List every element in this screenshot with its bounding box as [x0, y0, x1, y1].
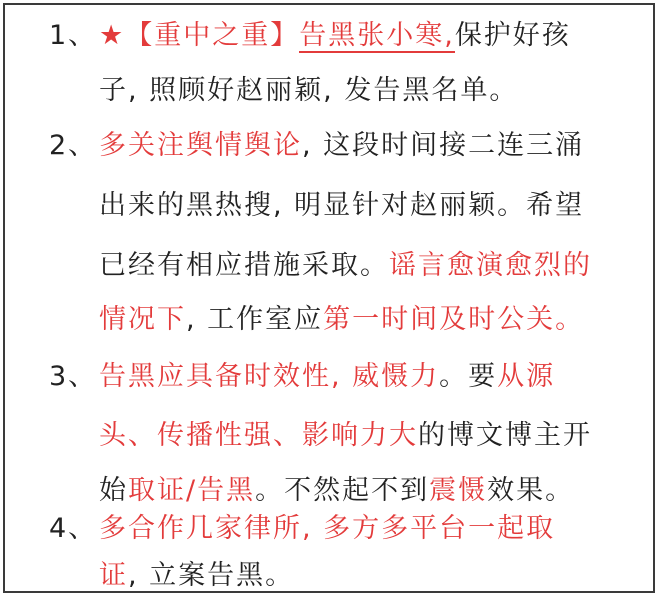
- item-3-line-2: [5, 407, 657, 465]
- item-4-line-2: [5, 547, 657, 605]
- item-2-line-4: [5, 291, 657, 349]
- highlight-segment: 取证/告黑: [128, 475, 256, 506]
- item-number: 3、: [49, 361, 98, 392]
- item-number: 2、: [49, 130, 98, 161]
- text-segment: 。要: [439, 361, 498, 392]
- text-segment: 保护好孩: [454, 20, 571, 51]
- line-text: [99, 348, 555, 406]
- text-segment: 子, 照顾好赵丽颖, 发告黑名单。: [99, 75, 519, 106]
- highlight-segment: 多关注舆情舆论: [99, 130, 302, 161]
- text-segment: 。不然起不到: [255, 475, 430, 506]
- highlight-segment: 证: [99, 560, 128, 591]
- highlight-segment: 头、传播性强、影响力大: [99, 420, 418, 451]
- line-text: [99, 237, 592, 295]
- item-1-line-2: [5, 62, 657, 120]
- text-segment: 出来的黑热搜, 明显针对赵丽颖。希望: [99, 190, 585, 221]
- line-text: [99, 291, 584, 349]
- text-segment: , 工作室应: [186, 304, 324, 335]
- line-text: [99, 7, 571, 65]
- item-2-line-2: [5, 177, 657, 235]
- line-text: [99, 117, 584, 175]
- highlight-segment: 情况下: [99, 304, 186, 335]
- highlight-segment: 告黑应具备时效性, 威慑力: [99, 361, 440, 392]
- text-segment: 已经有相应措施采取。: [99, 250, 389, 281]
- star-highlight: ★【重中之重】: [99, 20, 300, 51]
- item-3-line-1: [5, 348, 657, 406]
- text-segment: , 立案告黑。: [128, 560, 295, 591]
- text-segment: 效果。: [487, 475, 575, 506]
- item-1-line-1: [5, 7, 657, 65]
- line-text: [99, 62, 518, 120]
- item-2-line-3: [5, 237, 657, 295]
- text-segment: 的博文博主开: [418, 420, 592, 451]
- line-text: [99, 547, 294, 605]
- line-text: [99, 407, 592, 465]
- highlight-segment: 震慑: [429, 475, 488, 506]
- highlight-segment: 从源: [497, 361, 556, 392]
- highlight-segment: 谣言愈演愈烈的: [389, 250, 592, 281]
- document-frame: [3, 3, 655, 593]
- text-segment: , 这段时间接二连三涌: [302, 130, 585, 161]
- item-number: 1、: [49, 20, 98, 51]
- line-text: [99, 177, 584, 235]
- item-number: 4、: [49, 513, 98, 544]
- item-2-line-1: [5, 117, 657, 175]
- highlight-segment: 第一时间及时公关。: [323, 304, 585, 335]
- text-segment: 始: [99, 475, 128, 506]
- highlight-segment: 多合作几家律所, 多方多平台一起取: [99, 513, 556, 544]
- highlight-underlined: 告黑张小寒,: [299, 20, 455, 51]
